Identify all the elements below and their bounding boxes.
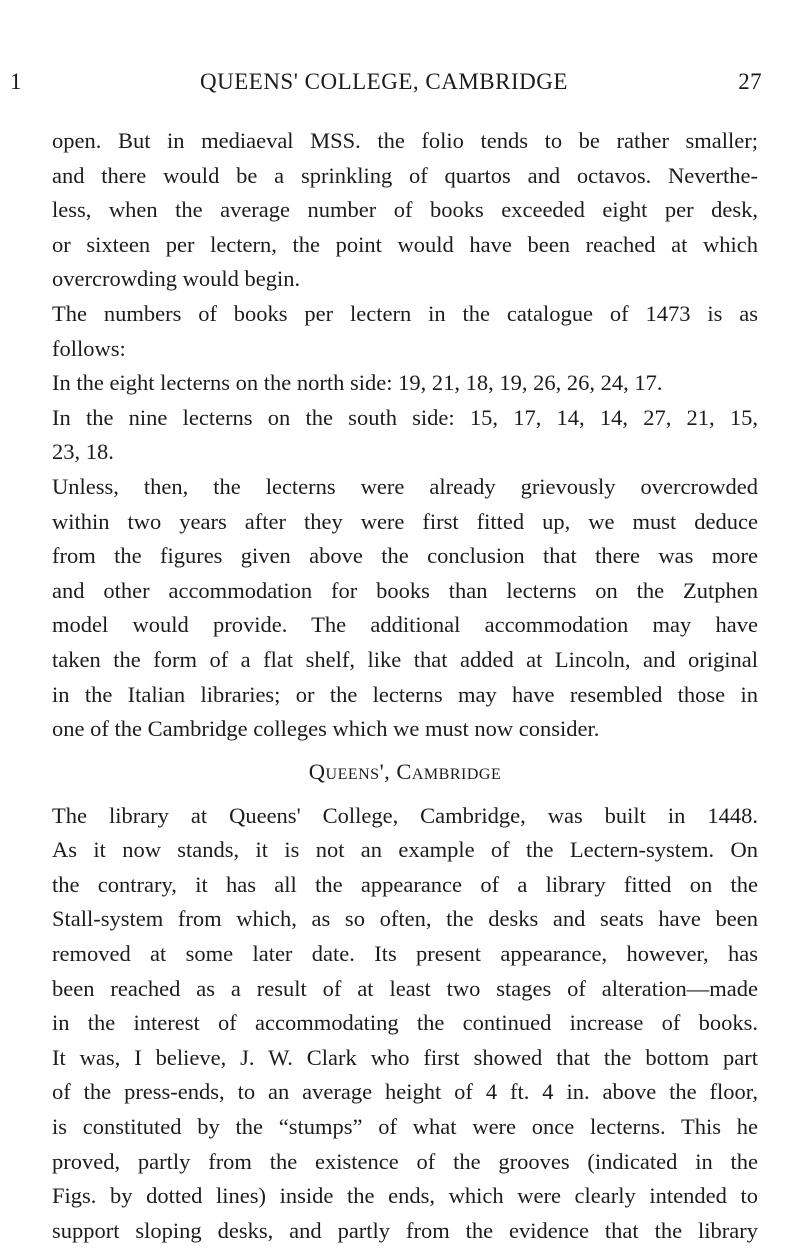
text-line: one of the Cambridge colleges which we must now consider. <box>52 716 600 742</box>
text-line: 23, 18. <box>52 439 114 465</box>
text-line: support sloping desks, and partly from the evidence that the library <box>52 1217 758 1243</box>
text-line: in the Italian libraries; or the lecterns may have resembled those in <box>52 681 758 707</box>
running-title: QUEENS' COLLEGE, CAMBRIDGE <box>200 69 568 94</box>
text-line: proved, partly from the existence of the grooves (indicated in the <box>52 1148 758 1174</box>
text-line: follows: <box>52 335 126 361</box>
text-line: As it now stands, it is not an example of the Lectern-system. On <box>52 837 758 863</box>
text-line: the contrary, it has all the appearance of a library fitted on the <box>52 871 758 897</box>
text-line: model would provide. The additional accommodation may have <box>52 612 758 638</box>
text-line: or sixteen per lectern, the point would have been reached at which <box>52 231 758 257</box>
text-line: of the press-ends, to an average height of 4 ft. 4 in. above the floor, <box>52 1079 758 1105</box>
text-line: The numbers of books per lectern in the catalogue of 1473 is as <box>52 300 758 326</box>
text-line: In the eight lecterns on the north side: 19, 21, 18, 19, 26, 26, 24, 17. <box>52 370 663 396</box>
text-line: Unless, then, the lecterns were already grievously overcrowded <box>52 473 758 499</box>
text-line: taken the form of a flat shelf, like that added at Lincoln, and original <box>52 646 758 672</box>
body-text <box>52 124 758 1248</box>
text-line: Figs. by dotted lines) inside the ends, which were clearly intended to <box>52 1183 758 1209</box>
text-line: Stall-system from which, as so often, the desks and seats have been <box>52 906 758 932</box>
section-heading: Queens', Cambridge <box>308 758 502 784</box>
text-line: removed at some later date. Its present appearance, however, has <box>52 941 758 967</box>
text-line: The library at Queens' College, Cambridge, was built in 1448. <box>52 802 758 828</box>
text-line: been reached as a result of at least two stages of alteration—made <box>52 975 758 1001</box>
text-line: from the figures given above the conclusion that there was more <box>52 543 758 569</box>
text-line: within two years after they were first fitted up, we must deduce <box>52 508 758 534</box>
text-line: and there would be a sprinkling of quartos and octavos. Neverthe- <box>52 162 758 188</box>
text-line: in the interest of accommodating the continued increase of books. <box>52 1010 758 1036</box>
text-line: and other accommodation for books than lecterns on the Zutphen <box>52 577 758 603</box>
page-number: 27 <box>738 69 762 94</box>
chapter-number: 1 <box>10 69 22 94</box>
running-head <box>10 56 762 94</box>
text-line: overcrowding would begin. <box>52 266 301 292</box>
text-line: open. But in mediaeval MSS. the folio tends to be rather smaller; <box>52 128 758 153</box>
book-page <box>10 56 762 1248</box>
text-line: is constituted by the “stumps” of what were once lecterns. This he <box>52 1114 758 1140</box>
text-line: less, when the average number of books exceeded eight per desk, <box>52 197 758 223</box>
text-line: In the nine lecterns on the south side: 15, 17, 14, 14, 27, 21, 15, <box>52 404 758 430</box>
text-line: It was, I believe, J. W. Clark who first showed that the bottom part <box>52 1044 758 1070</box>
